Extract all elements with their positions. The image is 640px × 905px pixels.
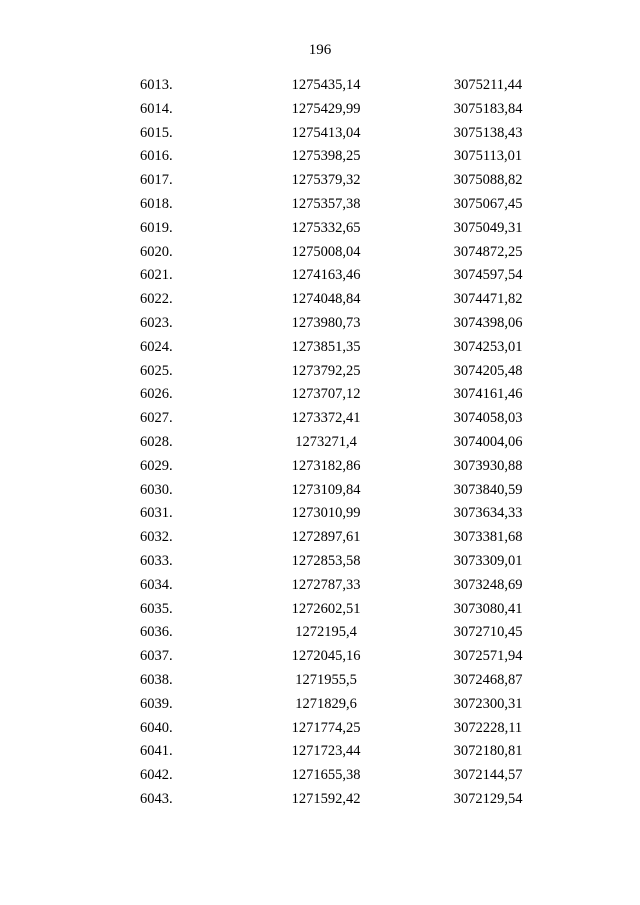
y-coordinate-cell: 3073248,69	[453, 576, 523, 593]
point-number-cell: 6014.	[140, 100, 173, 117]
y-coordinate-cell: 3074004,06	[453, 433, 523, 450]
point-number-cell: 6028.	[140, 433, 173, 450]
x-coordinate-cell: 1273792,25	[291, 362, 361, 379]
table-row	[0, 288, 640, 312]
point-number-cell: 6040.	[140, 719, 173, 736]
y-coordinate-cell: 3073930,88	[453, 457, 523, 474]
point-number-cell: 6034.	[140, 576, 173, 593]
table-row	[0, 431, 640, 455]
coordinates-table	[0, 74, 640, 812]
table-row	[0, 336, 640, 360]
table-row	[0, 193, 640, 217]
x-coordinate-cell: 1274048,84	[291, 291, 361, 308]
point-number-cell: 6019.	[140, 219, 173, 236]
y-coordinate-cell: 3075113,01	[453, 148, 523, 165]
table-row	[0, 693, 640, 717]
table-row	[0, 550, 640, 574]
x-coordinate-cell: 1273109,84	[291, 481, 361, 498]
table-row	[0, 669, 640, 693]
x-coordinate-cell: 1272195,4	[295, 624, 357, 641]
point-number-cell: 6021.	[140, 267, 173, 284]
point-number-cell: 6023.	[140, 314, 173, 331]
y-coordinate-cell: 3075138,43	[453, 124, 523, 141]
point-number-cell: 6036.	[140, 624, 173, 641]
point-number-cell: 6015.	[140, 124, 173, 141]
x-coordinate-cell: 1275332,65	[291, 219, 361, 236]
table-row	[0, 764, 640, 788]
y-coordinate-cell: 3072228,11	[453, 719, 523, 736]
table-row	[0, 645, 640, 669]
y-coordinate-cell: 3072300,31	[453, 695, 523, 712]
point-number-cell: 6022.	[140, 291, 173, 308]
x-coordinate-cell: 1273010,99	[291, 505, 361, 522]
table-row	[0, 574, 640, 598]
y-coordinate-cell: 3072710,45	[453, 624, 523, 641]
point-number-cell: 6020.	[140, 243, 173, 260]
y-coordinate-cell: 3075088,82	[453, 172, 523, 189]
table-row	[0, 455, 640, 479]
x-coordinate-cell: 1271829,6	[295, 695, 357, 712]
table-row	[0, 502, 640, 526]
table-row	[0, 360, 640, 384]
table-row	[0, 241, 640, 265]
x-coordinate-cell: 1275357,38	[291, 195, 361, 212]
x-coordinate-cell: 1275008,04	[291, 243, 361, 260]
x-coordinate-cell: 1271955,5	[295, 671, 357, 688]
y-coordinate-cell: 3072144,57	[453, 767, 523, 784]
y-coordinate-cell: 3073381,68	[453, 529, 523, 546]
point-number-cell: 6038.	[140, 671, 173, 688]
y-coordinate-cell: 3074161,46	[453, 386, 523, 403]
x-coordinate-cell: 1274163,46	[291, 267, 361, 284]
table-row	[0, 122, 640, 146]
x-coordinate-cell: 1272045,16	[291, 648, 361, 665]
x-coordinate-cell: 1275379,32	[291, 172, 361, 189]
x-coordinate-cell: 1273980,73	[291, 314, 361, 331]
x-coordinate-cell: 1273851,35	[291, 338, 361, 355]
point-number-cell: 6025.	[140, 362, 173, 379]
point-number-cell: 6029.	[140, 457, 173, 474]
table-row	[0, 407, 640, 431]
y-coordinate-cell: 3074471,82	[453, 291, 523, 308]
page-number: 196	[308, 42, 332, 58]
y-coordinate-cell: 3074205,48	[453, 362, 523, 379]
x-coordinate-cell: 1275429,99	[291, 100, 361, 117]
x-coordinate-cell: 1271592,42	[291, 790, 361, 807]
y-coordinate-cell: 3074597,54	[453, 267, 523, 284]
y-coordinate-cell: 3074872,25	[453, 243, 523, 260]
table-row	[0, 479, 640, 503]
x-coordinate-cell: 1272787,33	[291, 576, 361, 593]
point-number-cell: 6042.	[140, 767, 173, 784]
x-coordinate-cell: 1275398,25	[291, 148, 361, 165]
y-coordinate-cell: 3072571,94	[453, 648, 523, 665]
point-number-cell: 6026.	[140, 386, 173, 403]
x-coordinate-cell: 1275435,14	[291, 77, 361, 93]
table-row	[0, 98, 640, 122]
point-number-cell: 6033.	[140, 552, 173, 569]
x-coordinate-cell: 1273182,86	[291, 457, 361, 474]
y-coordinate-cell: 3073309,01	[453, 552, 523, 569]
y-coordinate-cell: 3075067,45	[453, 195, 523, 212]
x-coordinate-cell: 1272853,58	[291, 552, 361, 569]
x-coordinate-cell: 1271655,38	[291, 767, 361, 784]
table-row	[0, 740, 640, 764]
table-row	[0, 169, 640, 193]
x-coordinate-cell: 1273372,41	[291, 410, 361, 427]
point-number-cell: 6035.	[140, 600, 173, 617]
table-row	[0, 717, 640, 741]
point-number-cell: 6043.	[140, 790, 173, 807]
x-coordinate-cell: 1275413,04	[291, 124, 361, 141]
x-coordinate-cell: 1272602,51	[291, 600, 361, 617]
point-number-cell: 6018.	[140, 195, 173, 212]
y-coordinate-cell: 3075211,44	[453, 77, 523, 93]
y-coordinate-cell: 3074398,06	[453, 314, 523, 331]
table-row	[0, 788, 640, 812]
y-coordinate-cell: 3073080,41	[453, 600, 523, 617]
y-coordinate-cell: 3075049,31	[453, 219, 523, 236]
y-coordinate-cell: 3075183,84	[453, 100, 523, 117]
point-number-cell: 6037.	[140, 648, 173, 665]
table-row	[0, 217, 640, 241]
point-number-cell: 6031.	[140, 505, 173, 522]
table-row	[0, 621, 640, 645]
table-row	[0, 598, 640, 622]
point-number-cell: 6030.	[140, 481, 173, 498]
x-coordinate-cell: 1271723,44	[291, 743, 361, 760]
y-coordinate-cell: 3073634,33	[453, 505, 523, 522]
y-coordinate-cell: 3072468,87	[453, 671, 523, 688]
x-coordinate-cell: 1271774,25	[291, 719, 361, 736]
point-number-cell: 6039.	[140, 695, 173, 712]
table-row	[0, 74, 640, 98]
point-number-cell: 6027.	[140, 410, 173, 427]
x-coordinate-cell: 1273271,4	[295, 433, 357, 450]
point-number-cell: 6041.	[140, 743, 173, 760]
table-row	[0, 264, 640, 288]
point-number-cell: 6016.	[140, 148, 173, 165]
y-coordinate-cell: 3073840,59	[453, 481, 523, 498]
point-number-cell: 6024.	[140, 338, 173, 355]
y-coordinate-cell: 3072129,54	[453, 790, 523, 807]
point-number-cell: 6017.	[140, 172, 173, 189]
y-coordinate-cell: 3074058,03	[453, 410, 523, 427]
y-coordinate-cell: 3072180,81	[453, 743, 523, 760]
point-number-cell: 6032.	[140, 529, 173, 546]
table-row	[0, 526, 640, 550]
x-coordinate-cell: 1272897,61	[291, 529, 361, 546]
point-number-cell: 6013.	[140, 77, 173, 93]
y-coordinate-cell: 3074253,01	[453, 338, 523, 355]
x-coordinate-cell: 1273707,12	[291, 386, 361, 403]
table-row	[0, 383, 640, 407]
table-row	[0, 145, 640, 169]
table-row	[0, 312, 640, 336]
